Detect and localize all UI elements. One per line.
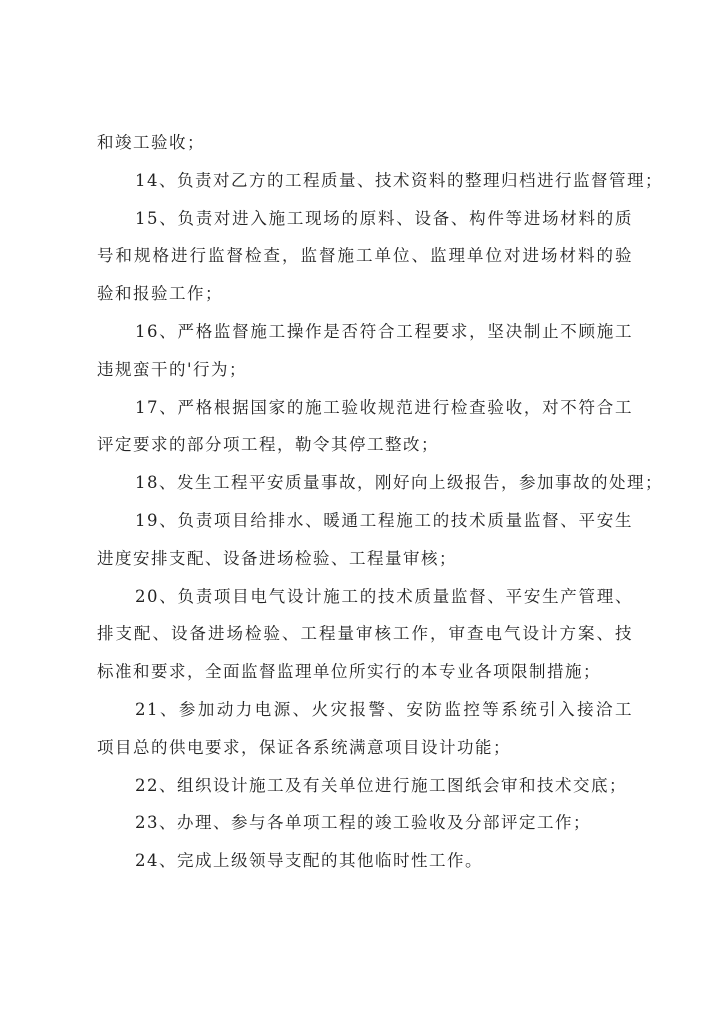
text-line: 17、严格根据国家的施工验收规范进行检查验收，对不符合工 xyxy=(135,397,633,417)
paragraph xyxy=(97,313,633,389)
text-line: 项目总的供电要求，保证各系统满意项目设计功能； xyxy=(97,737,511,757)
text-line: 20、负责项目电气设计施工的技术质量监督、平安生产管理、 xyxy=(135,586,633,606)
paragraph xyxy=(97,691,633,767)
paragraph xyxy=(97,578,633,691)
paragraph xyxy=(97,804,633,842)
text-line: 18、发生工程平安质量事故，刚好向上级报告，参加事故的处理； xyxy=(135,473,663,493)
text-line: 23、办理、参与各单项工程的竣工验收及分部评定工作； xyxy=(135,813,591,833)
document-page xyxy=(97,124,663,880)
text-line: 22、组织设计施工及有关单位进行施工图纸会审和技术交底； xyxy=(135,775,627,795)
text-line: 21、参加动力电源、火灾报警、安防监控等系统引入接洽工 xyxy=(135,699,633,719)
text-line: 验和报验工作； xyxy=(97,284,223,304)
text-line: 评定要求的部分项工程，勒令其停工整改； xyxy=(97,435,439,455)
text-line: 16、严格监督施工操作是否符合工程要求，坚决制止不顾施工 xyxy=(135,321,633,341)
paragraph xyxy=(97,842,633,880)
text-line: 进度安排支配、设备进场检验、工程量审核； xyxy=(97,548,457,568)
text-line: 违规蛮干的'行为； xyxy=(97,359,248,379)
text-line: 15、负责对进入施工现场的原料、设备、构件等进场材料的质 xyxy=(135,208,633,228)
text-line: 排支配、设备进场检验、工程量审核工作，审查电气设计方案、技 xyxy=(97,624,633,644)
paragraph xyxy=(97,767,633,805)
text-line: 和竣工验收； xyxy=(97,133,205,152)
text-line: 标准和要求，全面监督监理单位所实行的本专业各项限制措施； xyxy=(97,662,601,682)
text-line: 号和规格进行监督检查，监督施工单位、监理单位对进场材料的验 xyxy=(97,246,633,266)
text-line: 14、负责对乙方的工程质量、技术资料的整理归档进行监督管理； xyxy=(135,170,663,190)
paragraph xyxy=(97,162,663,200)
paragraph xyxy=(97,124,633,162)
paragraph xyxy=(97,502,633,578)
paragraph xyxy=(97,464,663,502)
paragraph xyxy=(97,389,633,465)
paragraph xyxy=(97,200,633,313)
text-line: 24、完成上级领导支配的其他临时性工作。 xyxy=(135,851,483,871)
text-line: 19、负责项目给排水、暖通工程施工的技术质量监督、平安生 xyxy=(135,510,633,530)
